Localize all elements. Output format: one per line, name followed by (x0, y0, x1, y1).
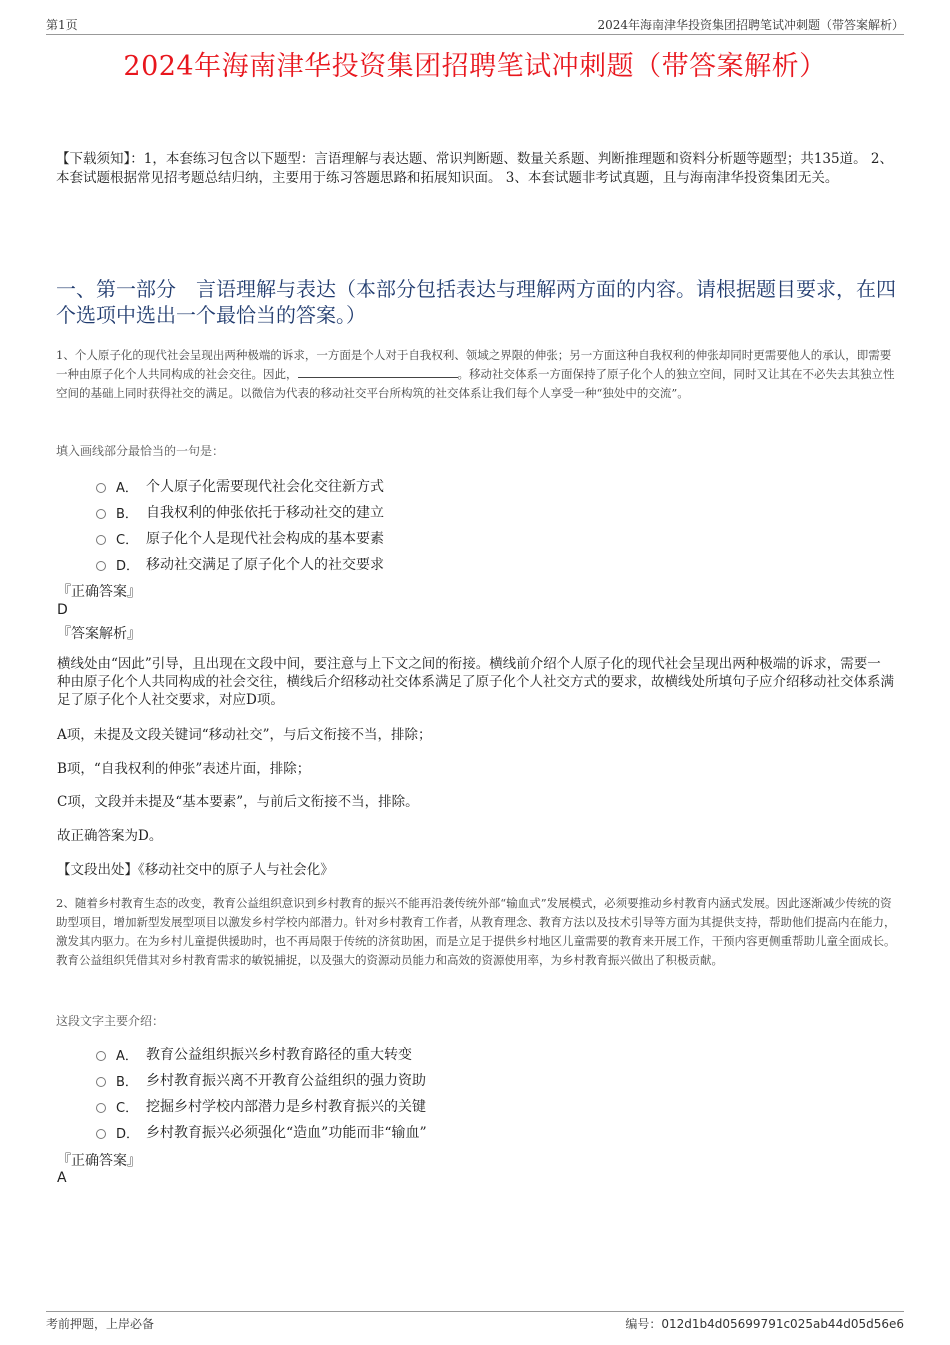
radio-icon[interactable] (96, 1129, 106, 1139)
radio-icon[interactable] (96, 1051, 106, 1061)
question-1-analysis-main: 横线处由“因此”引导，且出现在文段中间，要注意与上下文之间的衔接。横线前介绍个人原子化的现代社会呈现出两种极端的诉求，需要一种由原子化个人共同构成的社会交往，横线后介绍移动社交体系满足了原子化个人社交方式的要求，故横线处所填句子应介绍移动社交体系满足了原子化个人社交要求，对应D项。 (57, 656, 894, 708)
fill-blank-line (298, 365, 458, 378)
header-doc-title: 2024年海南津华投资集团招聘笔试冲刺题（带答案解析） (597, 18, 904, 32)
question-1-options (96, 473, 696, 577)
radio-icon[interactable] (96, 483, 106, 493)
question-2-options (96, 1041, 696, 1145)
page-number: 第1页 (46, 18, 78, 32)
question-1-option-a[interactable]: A． 个人原子化需要现代社会化交往新方式 (96, 473, 696, 499)
radio-icon[interactable] (96, 561, 106, 571)
section-title: 一、第一部分 言语理解与表达（本部分包括表达与理解两方面的内容。请根据题目要求，在四个选项中选出一个最恰当的答案。） (56, 277, 896, 327)
question-1-analysis-conclusion: 故正确答案为D。 (57, 828, 163, 844)
question-1-prompt: 填入画线部分最恰当的一句是： (56, 444, 225, 458)
option-text: 个人原子化需要现代社会化交往新方式 (146, 479, 384, 495)
question-1-text-after: 。移动社交体系一方面保持了原子化个人的独立空间，同时又让其在不必失去其独立性空间的基础上同时获得社交的满足。以微信为代表的移动社交平台所构筑的社交体系让我们每个人享受一种“独处中的交流”。 (56, 367, 895, 400)
question-2-answer-label: 『正确答案』 (57, 1153, 141, 1169)
footer-code-value: 012d1b4d05699791c025ab44d05d56e6 (661, 1317, 904, 1331)
question-1-analysis-a: A项，未提及文段关键词“移动社交”，与后文衔接不当，排除； (57, 727, 432, 743)
radio-icon[interactable] (96, 1103, 106, 1113)
question-1-analysis-b: B项，“自我权利的伸张”表述片面，排除； (57, 761, 311, 777)
option-text: 原子化个人是现代社会构成的基本要素 (146, 531, 384, 547)
question-1-answer: D (57, 602, 68, 618)
option-text: 乡村教育振兴离不开教育公益组织的强力资助 (146, 1073, 426, 1089)
question-1-text (56, 346, 900, 403)
question-1-option-c[interactable]: C． 原子化个人是现代社会构成的基本要素 (96, 525, 696, 551)
footer-code (625, 1315, 904, 1332)
question-1-analysis-c: C项，文段并未提及“基本要素”，与前后文衔接不当，排除。 (57, 794, 419, 810)
option-text: 教育公益组织振兴乡村教育路径的重大转变 (146, 1047, 412, 1063)
radio-icon[interactable] (96, 1077, 106, 1087)
footer-slogan: 考前押题，上岸必备 (46, 1317, 155, 1331)
document-title: 2024年海南津华投资集团招聘笔试冲刺题（带答案解析） (123, 51, 827, 82)
question-1-analysis-label: 『答案解析』 (57, 626, 141, 642)
question-2-option-b[interactable]: B． 乡村教育振兴离不开教育公益组织的强力资助 (96, 1067, 696, 1093)
question-1-source: 【文段出处】《移动社交中的原子人与社会化》 (57, 862, 334, 878)
download-notice: 【下载须知】：1，本套练习包含以下题型：言语理解与表达题、常识判断题、数量关系题、判断推理题和资料分析题等题型；共135道。 2、本套试题根据常见招考题总结归纳，主要用于练习答题思路和拓展知识面。 3、本套试题非考试真题，且与海南津华投资集团无关。 (56, 151, 893, 186)
footer-code-label: 编号： (625, 1317, 662, 1331)
option-text: 移动社交满足了原子化个人的社交要求 (146, 557, 384, 573)
option-text: 挖掘乡村学校内部潜力是乡村教育振兴的关键 (146, 1099, 426, 1115)
question-2-option-c[interactable]: C． 挖掘乡村学校内部潜力是乡村教育振兴的关键 (96, 1093, 696, 1119)
question-1-text-before: 1、个人原子化的现代社会呈现出两种极端的诉求，一方面是个人对于自我权利、领域之界限的伸张；另一方面这种自我权利的伸张却同时更需要他人的承认，即需要一种由原子化个人共同构成的社会交往。因此， (56, 348, 892, 381)
question-1-option-d[interactable]: D． 移动社交满足了原子化个人的社交要求 (96, 551, 696, 577)
radio-icon[interactable] (96, 509, 106, 519)
question-1-option-b[interactable]: B． 自我权利的伸张依托于移动社交的建立 (96, 499, 696, 525)
question-2-text: 2、随着乡村教育生态的改变，教育公益组织意识到乡村教育的振兴不能再沿袭传统外部“输血式”发展模式，必须要推动乡村教育内涵式发展。因此逐渐减少传统的资助型项目，增加新型发展型项目以激发乡村学校内部潜力。针对乡村教育工作者，从教育理念、教育方法以及技术引导等方面为其提供支持，帮助他们提高内在能力，激发其内驱力。在为乡村儿童提供援助时，也不再局限于传统的济贫助困，而是立足于提供乡村地区儿童需要的教育来开展工作，干预内容更侧重帮助儿童全面成长。教育公益组织凭借其对乡村教育需求的敏锐捕捉，以及强大的资源动员能力和高效的资源使用率，为乡村教育振兴做出了积极贡献。 (56, 896, 896, 967)
question-2-option-d[interactable]: D． 乡村教育振兴必须强化“造血”功能而非“输血” (96, 1119, 696, 1145)
question-2-prompt: 这段文字主要介绍： (56, 1014, 165, 1028)
radio-icon[interactable] (96, 535, 106, 545)
option-text: 自我权利的伸张依托于移动社交的建立 (146, 505, 384, 521)
question-2-option-a[interactable]: A． 教育公益组织振兴乡村教育路径的重大转变 (96, 1041, 696, 1067)
option-text: 乡村教育振兴必须强化“造血”功能而非“输血” (146, 1125, 427, 1141)
page-header (46, 14, 904, 35)
question-2-answer: A (57, 1170, 67, 1186)
question-1-answer-label: 『正确答案』 (57, 584, 141, 600)
page-footer (46, 1311, 904, 1334)
